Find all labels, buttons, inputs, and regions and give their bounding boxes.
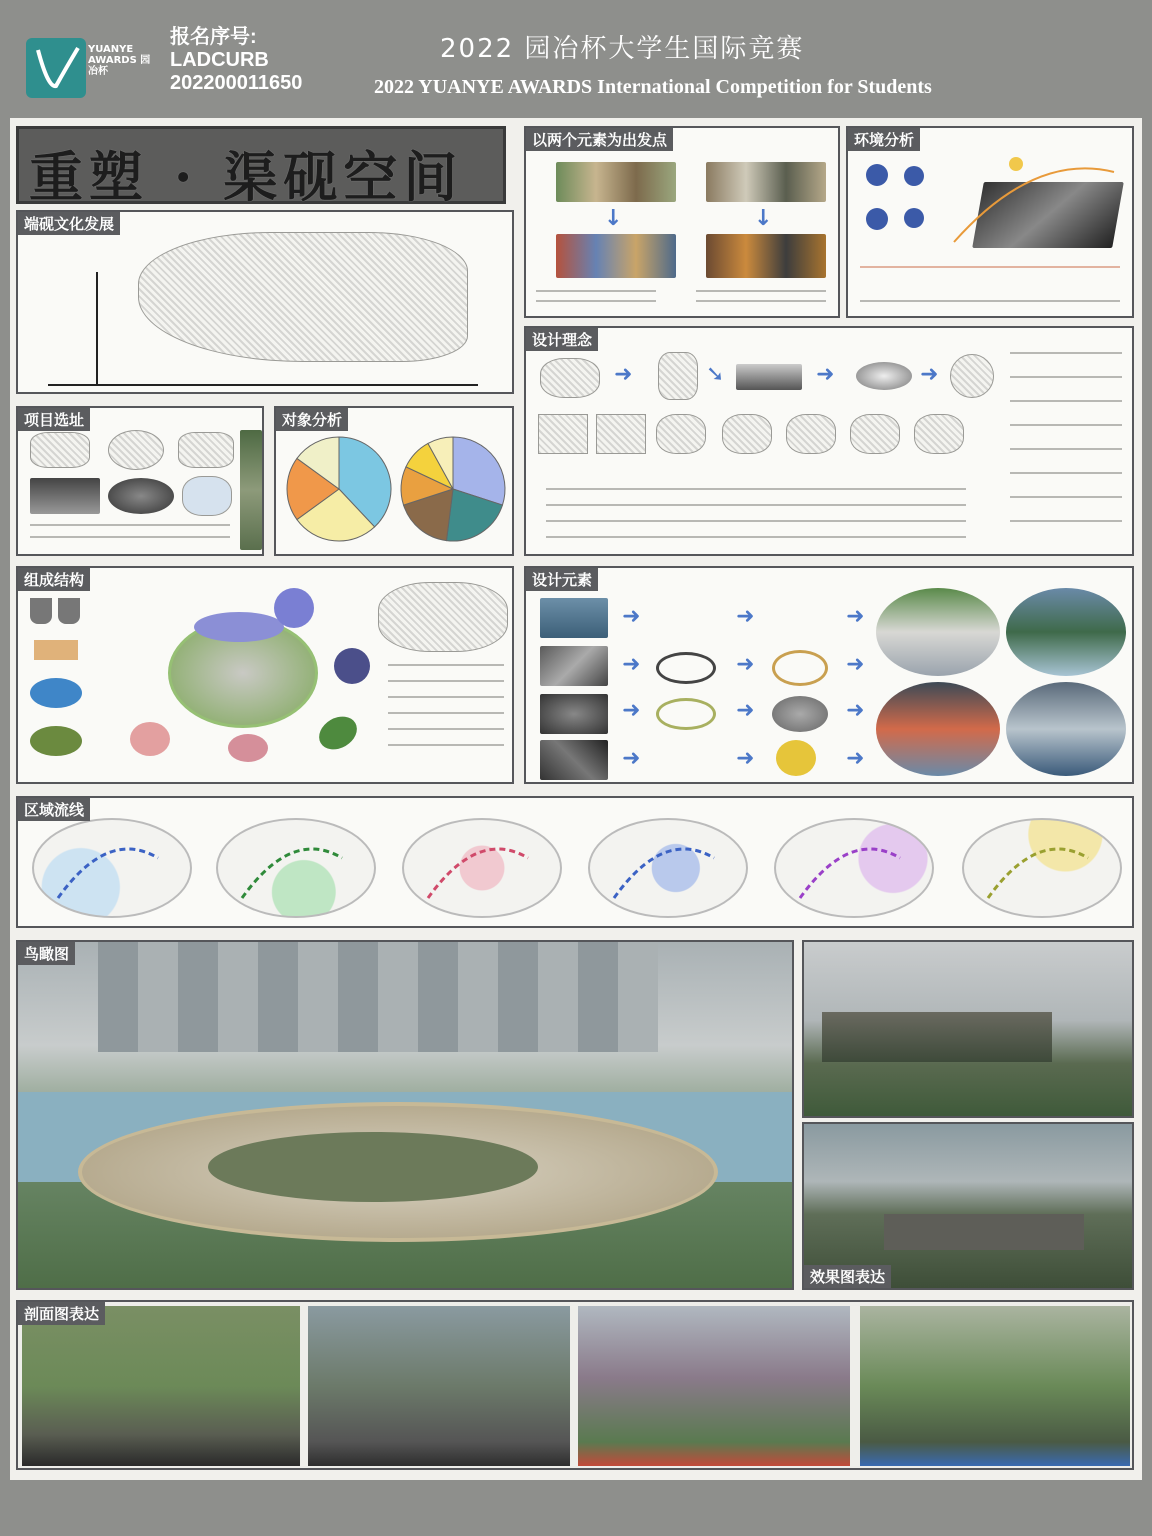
arrow-right-icon: ➜	[846, 698, 865, 723]
competition-title-cn: 2022 园冶杯大学生国际竞赛	[440, 34, 805, 64]
main-title: 重塑 · 渠砚空间	[29, 145, 464, 209]
render-structure	[822, 1012, 1052, 1062]
text-line	[860, 300, 1120, 302]
label-composition: 组成结构	[18, 568, 90, 591]
site-photo-strip	[240, 430, 262, 550]
concept-step-7	[914, 414, 964, 454]
concept-model-1	[736, 364, 802, 390]
park-inner-garden	[208, 1132, 538, 1202]
panel-elements	[524, 566, 1134, 784]
text-line	[696, 290, 826, 292]
text-line	[1010, 496, 1122, 498]
composition-piece	[334, 648, 370, 684]
arrow-right-icon: ➜	[614, 362, 633, 387]
text-line	[546, 504, 966, 506]
label-concept: 设计理念	[526, 328, 598, 351]
label-aerial: 鸟瞰图	[18, 942, 75, 965]
section-view-2	[308, 1306, 570, 1466]
culture-sketch	[138, 232, 468, 362]
text-line	[546, 536, 966, 538]
arrow-right-icon: ➜	[736, 746, 755, 771]
element-render-4	[1006, 682, 1126, 776]
text-line	[1010, 448, 1122, 450]
text-line	[1010, 400, 1122, 402]
label-starting-point: 以两个元素为出发点	[526, 128, 673, 151]
text-line	[1010, 376, 1122, 378]
arrow-right-icon: ➜	[622, 698, 641, 723]
text-line	[696, 300, 826, 302]
composition-roof	[194, 612, 284, 642]
panel-composition	[16, 566, 514, 784]
arrow-right-icon: ➜	[736, 604, 755, 629]
label-section: 剖面图表达	[18, 1302, 105, 1325]
registration-label: 报名序号:	[170, 26, 257, 48]
element-render-3	[876, 682, 1000, 776]
render-structure	[884, 1214, 1084, 1250]
panel-aerial	[16, 940, 794, 1290]
wind-rose-3	[866, 208, 888, 230]
text-line	[30, 536, 230, 538]
panel-render-1	[802, 940, 1134, 1118]
timeline-axis	[48, 384, 478, 386]
concept-step-2	[596, 414, 646, 454]
text-line	[30, 524, 230, 526]
arrow-right-icon: ➜	[920, 362, 939, 387]
concept-model-2	[856, 362, 912, 390]
concept-step-1	[538, 414, 588, 454]
pie-chart-2	[398, 434, 508, 544]
text-line	[1010, 520, 1122, 522]
section-view-4	[860, 1306, 1130, 1466]
text-line	[388, 696, 504, 698]
site-map-3	[178, 432, 234, 468]
arrow-right-icon: ➜	[846, 604, 865, 629]
chart-strip	[860, 266, 1120, 268]
registration-code: LADCURB	[170, 49, 269, 71]
arrow-right-icon: ➜	[622, 746, 641, 771]
composition-piece	[130, 722, 170, 756]
element-photo-rock	[540, 646, 608, 686]
label-culture: 端砚文化发展	[18, 212, 120, 235]
composition-sketch	[378, 582, 508, 652]
text-line	[388, 728, 504, 730]
leaf-element	[313, 710, 363, 756]
sun-path-icon	[944, 142, 1124, 252]
panel-concept	[524, 326, 1134, 556]
text-line	[1010, 424, 1122, 426]
concept-sketch-1	[540, 358, 600, 398]
label-site: 项目选址	[18, 408, 90, 431]
lawn-element	[30, 726, 82, 756]
bench-icon	[34, 640, 78, 660]
header	[0, 0, 1152, 118]
arrow-down-icon: ↓	[754, 206, 773, 231]
main-title-block	[16, 126, 506, 209]
element-outline	[656, 698, 716, 730]
text-line	[536, 300, 656, 302]
element-photo-texture	[540, 740, 608, 780]
arrow-right-icon: ➘	[706, 362, 725, 387]
water-element	[30, 678, 82, 708]
text-line	[536, 290, 656, 292]
registration-block	[170, 26, 302, 95]
arrow-right-icon: ➜	[846, 746, 865, 771]
arrow-right-icon: ➜	[736, 698, 755, 723]
element-model	[772, 696, 828, 732]
label-elements: 设计元素	[526, 568, 598, 591]
yuanye-logo	[26, 38, 86, 98]
concept-step-6	[850, 414, 900, 454]
photo-row-1a	[556, 162, 676, 202]
text-line	[388, 680, 504, 682]
wind-rose-1	[866, 164, 888, 186]
composition-piece	[228, 734, 268, 762]
label-zoning: 区域流线	[18, 798, 90, 821]
text-line	[388, 664, 504, 666]
label-object: 对象分析	[276, 408, 348, 431]
element-render-1	[876, 588, 1000, 676]
arrow-right-icon: ➜	[736, 652, 755, 677]
element-model	[776, 740, 816, 776]
wind-rose-2	[904, 166, 924, 186]
planter-icon	[30, 598, 52, 624]
text-line	[388, 744, 504, 746]
arrow-right-icon: ➜	[816, 362, 835, 387]
arrow-right-icon: ➜	[622, 652, 641, 677]
registration-number: 202200011650	[170, 72, 303, 94]
element-render-2	[1006, 588, 1126, 676]
footer-bar	[0, 1480, 1152, 1536]
background-buildings	[98, 942, 658, 1052]
concept-sketch-3	[950, 354, 994, 398]
section-view-3	[578, 1306, 850, 1466]
composition-piece	[274, 588, 314, 628]
text-line	[388, 712, 504, 714]
panel-environment	[846, 126, 1134, 318]
concept-step-5	[786, 414, 836, 454]
site-photo-2	[108, 478, 174, 514]
photo-row-2a	[556, 234, 676, 278]
element-photo-mountain	[540, 598, 608, 638]
element-outline	[656, 652, 716, 684]
site-photo-1	[30, 478, 100, 514]
pie-chart-1	[284, 434, 394, 544]
panel-zoning	[16, 796, 1134, 928]
element-outline	[772, 650, 828, 686]
flow-lines-overlay	[18, 798, 1134, 928]
site-map-4	[182, 476, 232, 516]
text-line	[1010, 352, 1122, 354]
concept-step-3	[656, 414, 706, 454]
logo-text: YUANYE AWARDS 园冶杯	[88, 44, 151, 77]
wind-rose-4	[904, 208, 924, 228]
logo-mark-icon	[26, 38, 86, 98]
site-map-2	[108, 430, 164, 470]
arrow-right-icon: ➜	[846, 652, 865, 677]
section-view-1	[22, 1306, 300, 1466]
panel-culture	[16, 210, 514, 394]
element-photo-inkstone	[540, 694, 608, 734]
panel-object	[274, 406, 514, 556]
text-line	[1010, 472, 1122, 474]
photo-row-2b	[706, 234, 826, 278]
timeline-axis-vertical	[96, 272, 98, 384]
poster-board	[10, 118, 1142, 1480]
panel-starting-point	[524, 126, 840, 318]
site-map-1	[30, 432, 90, 468]
panel-render-2	[802, 1122, 1134, 1290]
concept-sketch-2	[658, 352, 698, 400]
text-line	[546, 488, 966, 490]
arrow-right-icon: ➜	[622, 604, 641, 629]
arrow-down-icon: ↓	[604, 206, 623, 231]
concept-step-4	[722, 414, 772, 454]
planter-icon	[58, 598, 80, 624]
panel-section	[16, 1300, 1134, 1470]
photo-row-1b	[706, 162, 826, 202]
panel-site	[16, 406, 264, 556]
competition-title-en: 2022 YUANYE AWARDS International Competition for Students	[374, 76, 932, 98]
label-environment: 环境分析	[848, 128, 920, 151]
label-render: 效果图表达	[804, 1265, 891, 1288]
text-line	[546, 520, 966, 522]
